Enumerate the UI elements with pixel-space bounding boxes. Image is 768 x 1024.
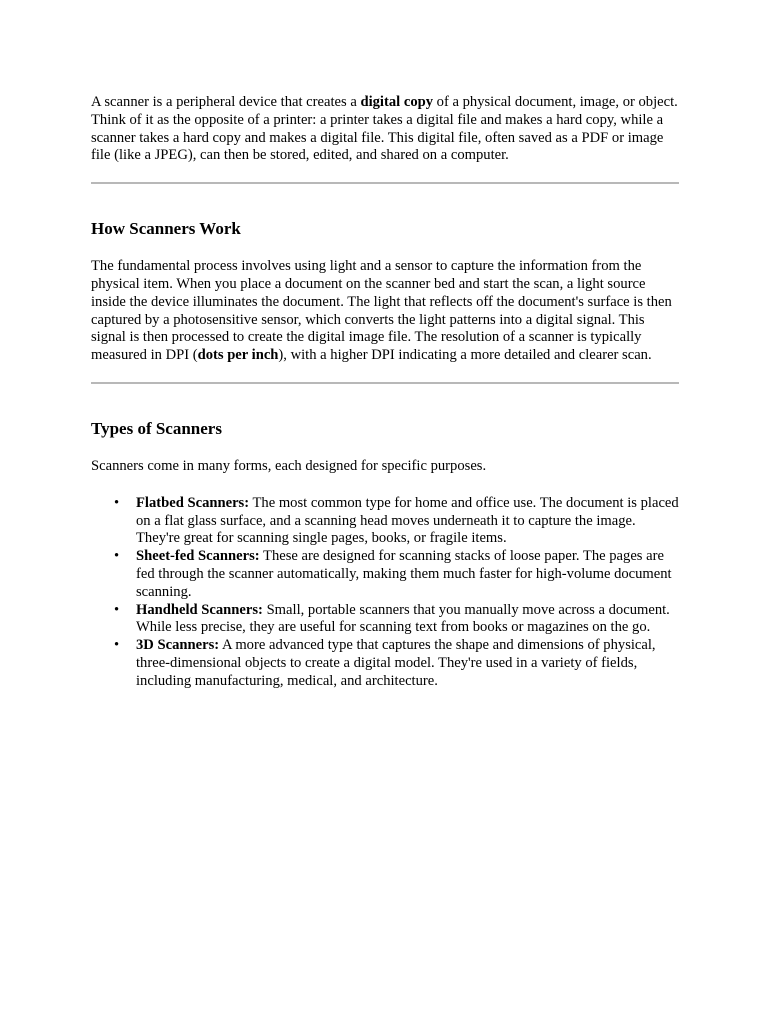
- how-text-before: The fundamental process involves using light and a sensor to capture the information from the physical item. When you place a document on the scanner bed and start the scan, a light source inside the device illuminates the document. The light that reflects off the document's surface is then captured by a photosensitive sensor, which converts the light patterns into a digital signal. This signal is then processed to create the digital image file. The resolution of a scanner is typically measured in DPI (: [91, 258, 672, 364]
- list-item: [114, 637, 679, 690]
- list-item-description: A more advanced type that captures the shape and dimensions of physical, three-dimensional objects to create a digital model. They're used in a variety of fields, including manufacturing, medical, and architecture.: [136, 637, 656, 689]
- intro-paragraph: [91, 94, 679, 165]
- document-content: [91, 94, 679, 691]
- section-divider: [91, 182, 679, 184]
- bullet-icon: •: [114, 601, 120, 618]
- types-intro-paragraph: Scanners come in many forms, each designed for specific purposes.: [91, 457, 487, 474]
- list-item-description: The most common type for home and office use. The document is placed on a flat glass surface, and a scanning head moves underneath it to capture the image. They're great for scanning single pages, books, or fragile items.: [136, 494, 679, 547]
- bullet-icon: •: [114, 548, 120, 565]
- intro-bold-term: digital copy: [360, 94, 434, 110]
- bullet-icon: •: [114, 637, 120, 654]
- list-item-term: Handheld Scanners:: [136, 601, 263, 618]
- how-bold-term: dots per inch: [197, 347, 279, 364]
- how-text-after: ), with a higher DPI indicating a more detailed and clearer scan.: [278, 347, 652, 364]
- list-item-term: Flatbed Scanners:: [136, 494, 250, 511]
- list-item-description: Small, portable scanners that you manually move across a document. While less precise, they are useful for scanning text from books or magazines on the go.: [136, 601, 670, 636]
- scanner-types-list: [91, 495, 679, 691]
- list-item-term: Sheet-fed Scanners:: [136, 548, 260, 565]
- how-scanners-work-paragraph: [91, 258, 679, 365]
- list-item: [114, 601, 679, 638]
- list-item-term: 3D Scanners:: [136, 637, 220, 654]
- list-item-description: These are designed for scanning stacks of loose paper. The pages are fed through the scanner automatically, making them much faster for high-volume document scanning.: [136, 548, 672, 600]
- list-item: [114, 548, 679, 601]
- list-item: [114, 494, 679, 548]
- intro-text-before: A scanner is a peripheral device that creates a: [91, 94, 361, 110]
- intro-text-after: of a physical document, image, or object. Think of it as the opposite of a printer: a printer takes a digital file and makes a hard copy, while a scanner takes a hard copy and makes a digital file. This digital file, often saved as a PDF or image file (like a JPEG), can then be stored, edited, and shared on a computer.: [91, 94, 678, 164]
- bullet-icon: •: [114, 494, 120, 511]
- types-of-scanners-heading: Types of Scanners: [91, 418, 222, 438]
- how-scanners-work-heading: How Scanners Work: [91, 219, 241, 239]
- section-divider: [91, 382, 679, 384]
